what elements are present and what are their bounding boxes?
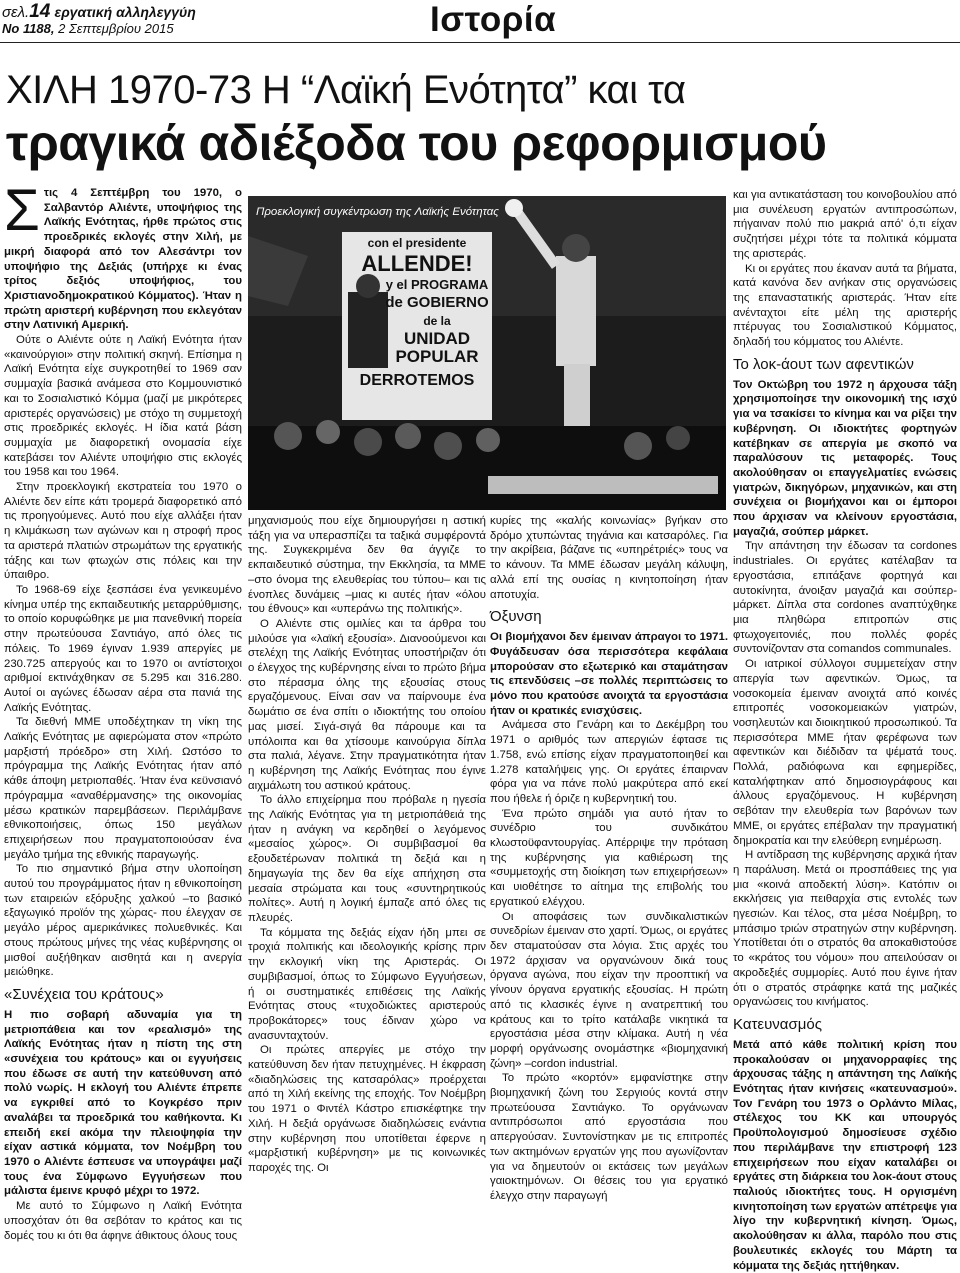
article-column-4 (733, 188, 957, 1273)
section-title: Ιστορία (430, 0, 557, 39)
headline-line-2: τραγικά αδιέξοδα του ρεφορμισμού (6, 115, 827, 171)
paragraph: Ανάμεσα στο Γενάρη και το Δεκέμβρη του 1971 ο αριθμός των απεργιών έφτασε τις 1.758, ενώ επίσης είχαν πραγματοποιηθεί και 1.278 καταλήψεις γης. Οι εργάτες έπαιρναν φόρα για να πάνε πολύ μακρύτερα από εκεί που ήθελε ή όριζε η κυβερνητική του. (490, 719, 728, 805)
subheading: «Συνέχεια του κράτους» (4, 985, 164, 1003)
page-prefix: σελ. (2, 4, 30, 21)
bold-paragraph: Η πιο σοβαρή αδυναμία για τη μετριοπάθεια και τον «ρεαλισμό» της Λαϊκής Ενότητας ήταν η πίστη της στη «συνέχεια του κράτους» και οι εγγυήσεις που έδωσε σε αυτή την κατεύθυνση από πολύ νωρίς. Η εκλογή του Αλιέντε έπρεπε να εγκριθεί από το Κογκρέσο πριν αναλάβει τα προεδρικά του καθήκοντα. Κι επειδή εκεί ακόμα την πλειοψηφία την είχαν αστικά κόμματα, τον Νοέμβρη του 1970 ο Αλιέντε έσπευσε να υπογράψει μαζί τους ένα Σύμφωνο Εγγυήσεων που μάλιστα έμεινε κρυφό μέχρι το 1972. (4, 1008, 242, 1198)
paragraph: Οι αποφάσεις των συνδικαλιστικών συνεδρίων έμειναν στο χαρτί. Όμως, οι εργάτες δεν σταματούσαν στα λόγια. Στις αρχές του 1972 άρχισαν να οργανώνουν δικά τους όργανα αγώνα, που είχαν την προοπτική να γίνουν όργανα εργατικής εξουσίας. Η πρώτη από τις κλασικές έγινε η ανατρεπτική του κράτους και το τρίτο κατάλαβε νικητικά τα εργοστάσια μέσα στην κλίμακα. Αυτή η νέα μορφή οργάνωσης ονομάστηκε «βιομηχανική ζώνη» –cordon industrial. (490, 910, 728, 1070)
bold-paragraph: Τον Οκτώβρη του 1972 η άρχουσα τάξη χρησιμοποίησε την οικονομική της ισχύ για να τσακίσει το κίνημα και να ρίξει την κυβέρνηση. Οι ιδιοκτήτες φορτηγών κατέβηκαν σε απεργία με σκοπό να παραλύσουν τις μεταφορές. Τους ακολούθησαν οι επαγγελματίες ενώσεις γιατρών, δικηγόρων, μηχανικών, και στη συνέχεια οι βιομήχανοι και οι έμποροι που άρχισαν να κλείνουν εργοστάσια, μαγαζιά, σούπερ μάρκετ. (733, 378, 957, 538)
paragraph: Στην προεκλογική εκστρατεία του 1970 ο Αλιέντε δεν είπε κάτι τρομερά διαφορετικό από τις προηγούμενες. Αυτό που είχε αλλάξει ήταν η κλιμάκωση των αγώνων και η στροφή προς τα αριστερά πλατιών στρωμάτων της εργατικής τάξης και των φτωχών στις πόλεις και την ύπαιθρο. (4, 481, 242, 582)
bold-paragraph: Μετά από κάθε πολιτική κρίση που προκαλούσαν οι μηχανορραφίες της άρχουσας τάξης η απάντηση της Λαϊκής Ενότητας ήταν κινήσεις «κατευνασμού». Τον Γενάρη του 1973 ο Ορλάντο Μίλας, στέλεχος του ΚΚ και υπουργός Προϋπολογισμού δημοσίευσε σχέδιο που περιλάμβανε την επιστροφή 123 επιχειρήσεων που είχαν καταλάβει οι εργάτες στη διάρκεια του λοκ-άουτ στους παλιούς ιδιοκτήτες τους. Η οργισμένη κινητοποίηση των εργατών απέτρεψε για λίγο την κυβερνητική κίνηση. Όμως, ακολούθησαν κι άλλα, παρόλο που στις βουλευτικές εκλογές του Μάρτη τα κόμματα της δεξιάς ηττήθηκαν. (733, 1038, 957, 1272)
paper-name: εργατική αλληλεγγύη (54, 4, 196, 20)
paragraph: μηχανισμούς που είχε δημιουργήσει η αστική τάξη για να υπερασπίζει τα ταξικά συμφέροντά της. Συγκεκριμένα δεν θα άγγιζε το εκπαιδευτικό σύστημα, την Εκκλησία, τα ΜΜΕ –στο όνομα της ελευθερίας του τύπου– και τις ένοπλες δυνάμεις –μιας κι αυτές ήταν «όλου του έθνους» και «υπεράνω της πολιτικής». (248, 515, 486, 616)
article-column-3 (490, 514, 728, 1204)
lead-text: τις 4 Σεπτέμβρη του 1970, ο Σαλβαντόρ Αλιέντε, υποψήφιος της Λαϊκής Ενότητας, ήρθε πρώτος στις προεδρικές εκλογές στην Χιλή, με μικρή διαφορά από τον Αλεσάντρι τον υποψήφιο της Δεξιάς (υπήρχε κι ένας τρίτος δεξιός υποψήφιος, του Χριστιανοδημοκρατικού Κόμματος). Ήταν η πρώτη αριστερή κυβέρνηση που εκλεγόταν στην Λατινική Αμερική. (4, 187, 242, 332)
drop-cap: Σ (4, 178, 40, 243)
paragraph: Το πιο σημαντικό βήμα στην υλοποίηση αυτού του προγράμματος ήταν η εθνικοποίηση των εταιρειών εξόρυξης χαλκού –το βασικό εξαγωγικό προϊόν της χώρας- που έλεγχαν σε μεγάλο μέρος αμερικάνικες πολυεθνικές. Και στους πρώτους μήνες της νέας κυβέρνησης οι μισθοί αυξήθηκαν αισθητά και η ανεργία μειώθηκε. (4, 863, 242, 979)
paragraph: Με αυτό το Σύμφωνο η Λαϊκή Ενότητα υποσχόταν ότι θα σεβόταν το κράτος και τις δομές του κι ότι θα άφηνε άθικτους όλους τους (4, 1200, 242, 1242)
paragraph: Τα κόμματα της δεξιάς είχαν ήδη μπει σε τροχιά πολιτικής και ιδεολογικής κρίσης πριν την εκλογική νίκη της Αριστεράς. Οι συμβιβασμοί, όπως το Σύμφωνο Εγγυήσεων, ή οι συστηματικές επιθέσεις της Λαϊκής Ενότητας στους «τυχοδιώκτες αριστερούς προβοκάτορες» τους έδιναν χώρο να ανασυνταχτούν. (248, 926, 486, 1042)
article-column-1 (4, 178, 242, 1243)
issue-date: 2 Σεπτεμβρίου 2015 (58, 21, 174, 36)
paragraph: Ούτε ο Αλιέντε ούτε η Λαϊκή Ενότητα ήταν «καινούργιοι» στην πολιτική σκηνή. Επίσημα η Λαϊκή Ενότητα είχε συγκροτηθεί το 1969 σαν συμμαχία βασικά ανάμεσα στο Κομμουνιστικό και το Σοσιαλιστικό Κόμμα (μαζί με μικρότερες αριστερές οργανώσεις) με στόχο τη συμμετοχή στις προεδρικές εκλογές. Η ίδια κατά βάση συμμαχία με διαφορετική ονομασία είχε κατεβάσει τον Αλιέντε υποψήφιο στις εκλογές του 1958 και του 1964. (4, 334, 242, 479)
paragraph: και για αντικατάσταση του κοινοβουλίου από μια συνέλευση εργατών αντιπροσώπων, πήγαιναν πολύ πιο μακριά από' ό,τι είχαν συζητήσει μέχρι τότε τα πολιτικά κόμματα της αριστεράς. (733, 189, 957, 260)
paragraph: Η αντίδραση της κυβέρνησης αρχικά ήταν η παράλυση. Μετά οι προσπάθειες της για μια «κοινά αποδεκτή λύση». Κατόπιν οι εκκλήσεις για πειθαρχία στις εντολές των ηγεσιών. Και τέλος, στα μέσα Νοέμβρη, το μπάσιμο τριών στρατηγών στην κυβέρνηση. Υποτίθεται ότι ο στρατός θα αποκαθιστούσε το «κράτος του νόμου» που απειλούσαν οι ακροδεξιές συμμορίες. Αυτό που έγινε ήταν ότι ο στρατός στράφηκε κατά της μαζικές οργανώσεις του κινήματος. (733, 849, 957, 1009)
poster-line-4: de GOBIERNO (385, 294, 489, 311)
paragraph: κυρίες της «καλής κοινωνίας» βγήκαν στο δρόμο χτυπώντας τηγάνια και κατσαρόλες. Για την ακρίβεια, βάζανε τις «υπηρέτριές» τους να το κάνουν. Τα ΜΜΕ έδωσαν μεγάλη κάλυψη, αλλά επί της ουσίας η κινητοποίηση ήταν αποτυχία. (490, 515, 728, 601)
paragraph: Ο Αλιέντε στις ομιλίες και τα άρθρα του μιλούσε για «λαϊκή εξουσία». Διανοούμενοι και στελέχη της Λαϊκής Ενότητας υποστήριζαν ότι ο έλεγχος της κυβέρνησης είναι το πρώτο βήμα στο πέρασμα όλης της εξουσίας στους εργαζόμενους. Είναι σαν να παίρνουμε ένα δωμάτιο σε ένα σπίτι ο ιδιοκτήτης του οποίου μας μισεί. Σιγά-σιγά θα πάρουμε και τα υπόλοιπα και θα χτίσουμε καινούργια δίπλα στα παλιά, λέγανε. Στην πραγματικότητα ήταν η κυβέρνηση της Λαϊκής Ενότητας που έγινε αιχμάλωτη του αστικού κράτους. (248, 617, 486, 792)
article-column-2 (248, 514, 486, 1176)
page-number: 14 (29, 1, 51, 22)
photo-caption: Προεκλογική συγκέντρωση της Λαϊκής Ενότητας (256, 206, 499, 218)
page-info (2, 3, 196, 37)
subheading: Όξυνση (490, 608, 542, 626)
paragraph: Το πρώτο «κορτόν» εμφανίστηκε στην βιομηχανική ζώνη του Σεργιούς κοντά στην πρωτεύουσα Σαντιάγκο. Το οργάνωναν αντιπρόσωποι από εργοστάσια που απεργούσαν. Συντονίστηκαν με τις επιτροπές των ακτημόνων εργατών γης που αγωνίζονταν για να δημευτούν οι εκτάσεις των μεγάλων γαιοκτημόνων. Οι θέσεις του για εργατικό έλεγχο στην παραγωγή (490, 1072, 728, 1202)
poster-line-6: UNIDAD (403, 329, 471, 348)
poster-line-5: de la (423, 314, 451, 328)
paragraph: Την απάντηση την έδωσαν τα cordones industriales. Οι εργάτες κατέλαβαν τα εργοστάσια, επιτάξανε φορτηγά και αυτοκίνητα, άνοιξαν μαγαζιά και σούπερ-μάρκετ. Δίπλα στα cordones αναπτύχθηκε μια πληθώρα επιτροπών στις φτωχογειτονιές, που πολλές φορές συντονίζονταν στα comandos communales. (733, 540, 957, 656)
headline-line-1: ΧΙΛΗ 1970-73 Η “Λαϊκή Ενότητα” και τα (6, 68, 686, 112)
paragraph: Οι πρώτες απεργίες με στόχο την κατεύθυνση δεν ήταν πετυχημένες. Η έκφραση «διαδηλώσεις της κατσαρόλας» προέρχεται από τη Χιλή εκείνης της εποχής. Τον Νοέμβρη του 1971 ο Φιντέλ Κάστρο επισκέφτηκε την Χιλή. Η δεξιά οργάνωσε διαδηλώσεις ενάντια στην κυβέρνηση που υποτίθεται έφερνε η «μαρξιστική κυβέρνηση» με τις κοινωνικές παροχές της. Οι (248, 1044, 486, 1174)
poster-line-7: POPULAR (395, 347, 479, 366)
poster-line-1: con el presidente (367, 236, 467, 250)
rally-photo (248, 196, 726, 510)
paragraph: Κι οι εργάτες που έκαναν αυτά τα βήματα, κατά κανόνα δεν ανήκαν στις οργανώσεις της επαναστατικής αριστεράς. Ήταν είτε ανένταχτοι είτε μέλη της αριστερής πτέρυγας του Σοσιαλιστικού Κόμματος, δηλαδή του κόμματος του Αλιέντε. (733, 262, 957, 349)
paragraph: Το 1968-69 είχε ξεσπάσει ένα γενικευμένο κίνημα υπέρ της εκπαιδευτικής μεταρρύθμισης, το οποίο κορυφώθηκε με μια πανεθνική πορεία στην πρωτεύουσα Σαντιάγο, από όλες τις πόλεις. Το 1969 έγιναν 1.939 απεργίες με 230.725 απεργούς και το 1970 οι αντίστοιχοι αριθμοί εκτινάχθηκαν σε 5.295 και 316.280. Αυτοί οι αγώνες έδωσαν αέρα στα πανιά της Λαϊκής Ενότητας. (4, 583, 242, 714)
issue-number: Νο 1188, (2, 21, 55, 36)
paragraph: Τα διεθνή ΜΜΕ υποδέχτηκαν τη νίκη της Λαϊκής Ενότητας με αφιερώματα στον «πρώτο μαρξιστή πρόεδρο» στη Χιλή. Ωστόσο το πρόγραμμα της Λαϊκής Ενότητας ήταν από κάθε άποψη μετριοπαθές. Ήταν ένα κεϋνσιανό πρόγραμμα «αναθέρμανσης» της οικονομίας μέσω κρατικών παρεμβάσεων. Περιλάμβανε εθνικοποιήσεις, όπως 150 μεγάλων επιχειρήσεων που πραγματοποιούσαν ένα μεγάλο τμήμα της εθνικής παραγωγής. (4, 716, 242, 861)
paragraph: Οι ιατρικοί σύλλογοι συμμετείχαν στην απεργία των αφεντικών. Όμως, τα νοσοκομεία έμειναν ανοιχτά από κοινές επιτροπές νοσοκομειακών γιατρών, νοσηλευτών και διοικητικού προσωπικού. Τα περισσότερα ΜΜΕ ήταν φερέφωνα των αφεντικών και διέδιδαν τα ψέματά τους. Πολλά, ραδιόφωνα και εφημερίδες, καταλήφτηκαν από δημοσιογράφους και άλλους εργαζόμενους. Η κυβέρνηση σεβόταν την ελευθερία των βαρόνων των ΜΜΕ, οι εργάτες επέβαλαν την πραγματική δημοκρατία και την ελεύθερη ενημέρωση. (733, 658, 957, 847)
lead-paragraph (4, 178, 242, 333)
masthead (0, 0, 960, 43)
subheading: Κατευνασμός (733, 1015, 822, 1033)
subheading: Το λοκ-άουτ των αφεντικών (733, 355, 914, 373)
poster-line-2: ALLENDE! (361, 251, 473, 276)
paragraph: Το άλλο επιχείρημα που πρόβαλε η ηγεσία της Λαϊκής Ενότητας για τη μετριοπάθειά της ήταν η ανάγκη να κερδηθεί ο λεγόμενος «μεσαίος χώρος». Οι συμβιβασμοί θα εξουδετέρωναν πολιτικά τη δεξιά και η δημαγωγία της δεν θα είχε απήχηση στα μεσαία στρώματα και τους «συντηρητικούς πολίτες». Αυτή η λογική έμπαζε από όλες τις πλευρές. (248, 794, 486, 924)
paragraph: Ένα πρώτο σημάδι για αυτό ήταν το συνέδριο του συνδικάτου κλωστοϋφαντουργίας. Απέρριψε την πρόταση της κυβέρνησης για καθιέρωση της «συμμετοχής στη διοίκηση των επιχειρήσεων» και υιοθέτησε το αίτημα της επιβολής του εργατικού ελέγχου. (490, 807, 728, 908)
poster-line-8: DERROTEMOS (359, 372, 475, 389)
bold-paragraph: Οι βιομήχανοι δεν έμειναν άπραγοι το 1971. Φυγάδευσαν όσα περισσότερα κεφάλαια μπορούσαν στο εξωτερικό και σταμάτησαν τις επενδύσεις –σε πολλές περιπτώσεις το μόνο που κρατούσε ανοιχτά τα εργοστάσια ήταν οι κρατικές ενισχύσεις. (490, 631, 728, 717)
poster-line-3: y el PROGRAMA (385, 277, 489, 292)
